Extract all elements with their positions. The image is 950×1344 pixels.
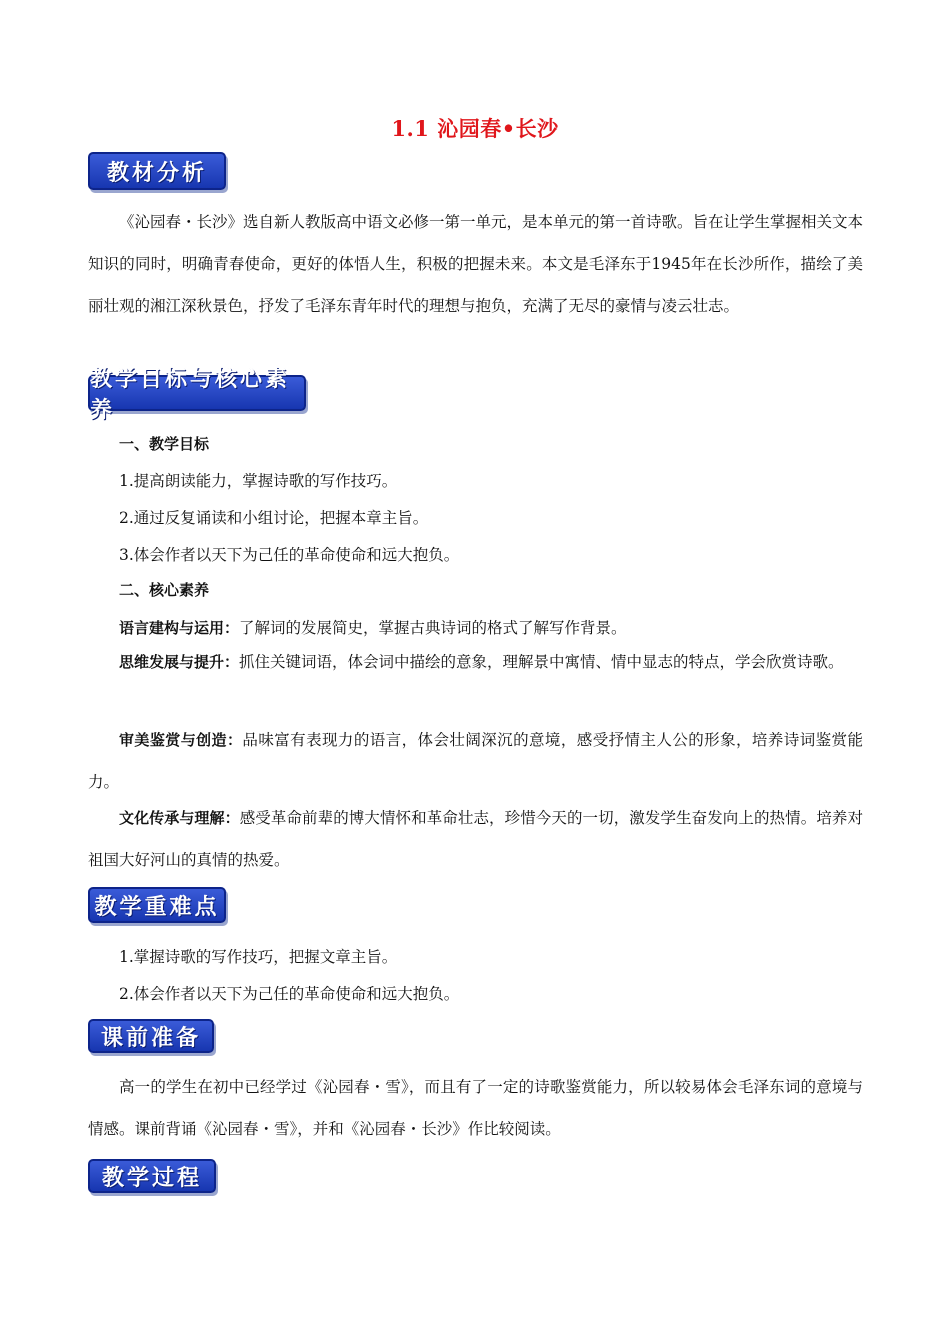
literacy-label: 审美鉴赏与创造：	[119, 731, 243, 749]
preparation-paragraph: 高一的学生在初中已经学过《沁园春・雪》，而且有了一定的诗歌鉴赏能力，所以较易体会毛泽东词的意境与情感。课前背诵《沁园春・雪》，并和《沁园春・长沙》作比较阅读。	[88, 1078, 863, 1138]
goals-heading-literacy: 二、核心素养	[119, 581, 210, 599]
goal-item-1: 1.提高朗读能力，掌握诗歌的写作技巧。	[119, 472, 398, 490]
page-title: 1.1 沁园春•长沙	[391, 116, 559, 141]
section-banner-preparation: 课前准备	[88, 1019, 214, 1053]
literacy-text: 感受革命前辈的博大情怀和革命壮志，珍惜今天的一切，激发学生奋发向上的热情。培养对祖国大好河山的真情的热爱。	[88, 809, 863, 869]
literacy-item-aesthetic	[88, 719, 863, 803]
literacy-label: 思维发展与提升：	[119, 653, 240, 671]
key-point-item-1: 1.掌握诗歌的写作技巧，把握文章主旨。	[119, 948, 398, 966]
section-banner-process: 教学过程	[88, 1159, 216, 1193]
section-banner-key-points: 教学重难点	[88, 887, 226, 923]
goals-heading-teaching: 一、教学目标	[119, 435, 210, 453]
key-point-item-2: 2.体会作者以天下为己任的革命使命和远大抱负。	[119, 985, 460, 1003]
literacy-item-thinking	[88, 641, 863, 683]
literacy-label: 语言建构与运用：	[119, 619, 240, 637]
analysis-paragraph: 《沁园春・长沙》选自新人教版高中语文必修一第一单元，是本单元的第一首诗歌。旨在让学生掌握相关文本知识的同时，明确青春使命，更好的体悟人生，积极的把握未来。本文是毛泽东于1945年在长沙所作，描绘了美丽壮观的湘江深秋景色，抒发了毛泽东青年时代的理想与抱负，充满了无尽的豪情与凌云壮志。	[88, 213, 864, 315]
goal-item-2: 2.通过反复诵读和小组讨论，把握本章主旨。	[119, 509, 429, 527]
literacy-text: 抓住关键词语，体会词中描绘的意象，理解景中寓情、情中显志的特点，学会欣赏诗歌。	[239, 653, 844, 671]
literacy-item-culture	[88, 797, 863, 881]
literacy-text: 品味富有表现力的语言，体会壮阔深沉的意境，感受抒情主人公的形象，培养诗词鉴赏能力。	[88, 731, 863, 791]
literacy-label: 文化传承与理解：	[119, 809, 240, 827]
literacy-text: 了解词的发展简史，掌握古典诗词的格式了解写作背景。	[239, 619, 627, 637]
section-banner-goals: 教学目标与核心素养	[88, 375, 306, 411]
section-banner-analysis: 教材分析	[88, 152, 226, 190]
goal-item-3: 3.体会作者以天下为己任的革命使命和远大抱负。	[119, 546, 460, 564]
